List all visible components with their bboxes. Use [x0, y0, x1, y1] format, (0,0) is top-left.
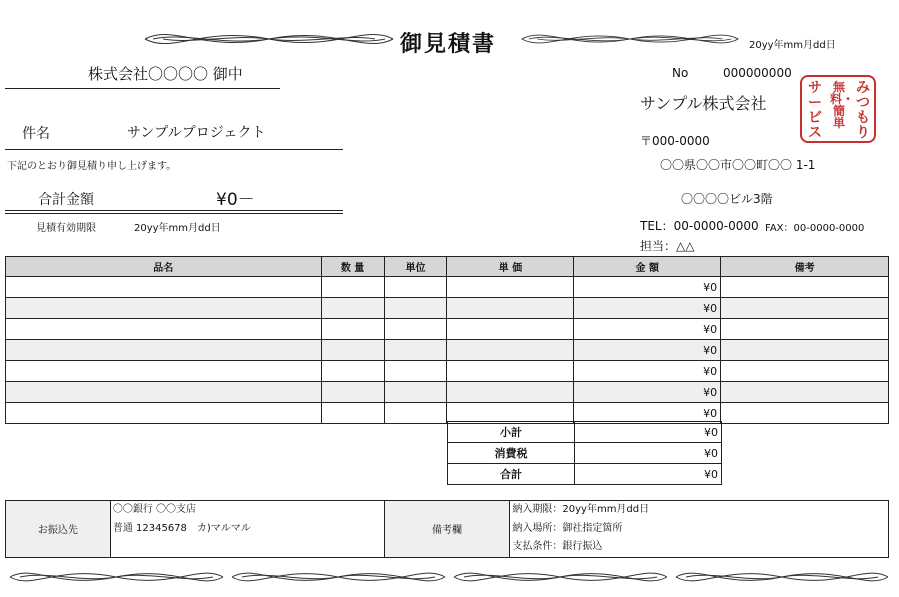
cell-unit-price[interactable] — [447, 361, 574, 382]
table-row — [6, 382, 889, 403]
cell-unit[interactable] — [384, 277, 447, 298]
table-row — [6, 277, 889, 298]
issuer-postal: 〒000-0000 — [640, 134, 710, 148]
table-row — [6, 340, 889, 361]
company-stamp — [800, 75, 876, 143]
summary-table — [447, 421, 722, 485]
cell-item-name[interactable] — [6, 403, 322, 424]
stamp-col-1: みつもり — [856, 80, 870, 141]
subject-value: サンプルプロジェクト — [127, 125, 266, 141]
subject-label: 件名 — [22, 126, 50, 142]
cell-unit-price[interactable] — [447, 382, 574, 403]
cell-remarks[interactable] — [721, 319, 889, 340]
cell-amount: ¥0 — [574, 382, 721, 403]
stamp-col-2: 無料・簡単 — [830, 80, 855, 130]
terms-line2: 納入場所：御社指定箇所 — [512, 522, 623, 534]
ornament-right-icon — [520, 28, 740, 50]
header-unit-price: 単 価 — [447, 257, 574, 277]
cell-amount: ¥0 — [574, 298, 721, 319]
table-row — [6, 319, 889, 340]
validity-label: 見積有効期限 — [36, 223, 96, 234]
client-name: 株式会社〇〇〇〇 御中 — [88, 65, 243, 83]
issuer-tel: TEL：00-0000-0000 — [640, 219, 759, 233]
cell-quantity[interactable] — [321, 277, 384, 298]
header-quantity: 数 量 — [321, 257, 384, 277]
header-amount: 金 額 — [574, 257, 721, 277]
cell-remarks[interactable] — [721, 277, 889, 298]
cell-item-name[interactable] — [6, 382, 322, 403]
terms-info — [510, 501, 889, 558]
notes-label: 備考欄 — [384, 501, 510, 558]
terms-line3: 支払条件：銀行振込 — [512, 541, 603, 552]
cell-unit[interactable] — [384, 382, 447, 403]
cell-quantity[interactable] — [321, 361, 384, 382]
ornament-left-icon — [143, 28, 395, 50]
grand-total-value: ¥0 — [575, 464, 722, 485]
issuer-address2: 〇〇〇〇ビル3階 — [681, 192, 773, 206]
tax-label: 消費税 — [448, 443, 575, 464]
cell-unit[interactable] — [384, 298, 447, 319]
total-label: 合計金額 — [38, 192, 94, 208]
issuer-company: サンプル株式会社 — [640, 94, 767, 113]
cell-quantity[interactable] — [321, 319, 384, 340]
cell-item-name[interactable] — [6, 340, 322, 361]
cell-unit[interactable] — [384, 340, 447, 361]
bank-line2: 普通 12345678 カ)マルマル — [112, 522, 251, 534]
issuer-contact: 担当：△△ — [640, 239, 695, 253]
cell-unit-price[interactable] — [447, 319, 574, 340]
intro-text: 下記のとおり御見積り申し上げます。 — [7, 161, 177, 172]
issuer-fax: FAX：00-0000-0000 — [765, 223, 865, 234]
cell-remarks[interactable] — [721, 382, 889, 403]
cell-amount: ¥0 — [574, 319, 721, 340]
issue-date: 20yy年mm月dd日 — [749, 40, 836, 51]
tax-value: ¥0 — [575, 443, 722, 464]
grand-total-label: 合計 — [448, 464, 575, 485]
table-row — [6, 298, 889, 319]
items-table — [5, 256, 889, 424]
cell-amount: ¥0 — [574, 277, 721, 298]
subtotal-row — [448, 422, 722, 443]
bank-line1: 〇〇銀行 〇〇支店 — [112, 504, 197, 515]
doc-no-label: No — [672, 66, 689, 80]
cell-quantity[interactable] — [321, 340, 384, 361]
cell-item-name[interactable] — [6, 319, 322, 340]
cell-quantity[interactable] — [321, 298, 384, 319]
validity-value: 20yy年mm月dd日 — [134, 223, 221, 234]
ornament-bottom-icon — [8, 567, 890, 587]
cell-remarks[interactable] — [721, 403, 889, 424]
header-item-name: 品名 — [6, 257, 322, 277]
document-title: 御見積書 — [400, 32, 497, 57]
header-remarks: 備考 — [721, 257, 889, 277]
stamp-col-3: サービス — [808, 80, 822, 141]
doc-no-value: 000000000 — [723, 66, 792, 80]
issuer-address1: 〇〇県〇〇市〇〇町〇〇 1-1 — [660, 158, 816, 172]
cell-quantity[interactable] — [321, 382, 384, 403]
cell-item-name[interactable] — [6, 298, 322, 319]
subject-underline — [5, 149, 343, 150]
footer-table — [5, 500, 889, 558]
cell-remarks[interactable] — [721, 361, 889, 382]
subtotal-value: ¥0 — [575, 422, 722, 443]
grand-total-row — [448, 464, 722, 485]
client-underline — [5, 88, 280, 89]
cell-item-name[interactable] — [6, 361, 322, 382]
tax-row — [448, 443, 722, 464]
cell-remarks[interactable] — [721, 298, 889, 319]
cell-unit-price[interactable] — [447, 277, 574, 298]
cell-remarks[interactable] — [721, 340, 889, 361]
bank-label: お振込先 — [6, 501, 111, 558]
cell-unit[interactable] — [384, 403, 447, 424]
cell-unit-price[interactable] — [447, 340, 574, 361]
terms-line1: 納入期限：20yy年mm月dd日 — [512, 504, 650, 515]
table-row — [6, 361, 889, 382]
cell-unit[interactable] — [384, 319, 447, 340]
cell-unit-price[interactable] — [447, 298, 574, 319]
total-underline — [5, 210, 343, 214]
header-unit: 単位 — [384, 257, 447, 277]
cell-amount: ¥0 — [574, 361, 721, 382]
items-header-row — [6, 257, 889, 277]
total-value: ¥0－ — [216, 190, 255, 210]
subtotal-label: 小計 — [448, 422, 575, 443]
cell-amount: ¥0 — [574, 340, 721, 361]
cell-item-name[interactable] — [6, 277, 322, 298]
cell-unit[interactable] — [384, 361, 447, 382]
cell-quantity[interactable] — [321, 403, 384, 424]
bank-info — [110, 501, 384, 558]
cell-amount: ¥0 — [574, 403, 721, 424]
